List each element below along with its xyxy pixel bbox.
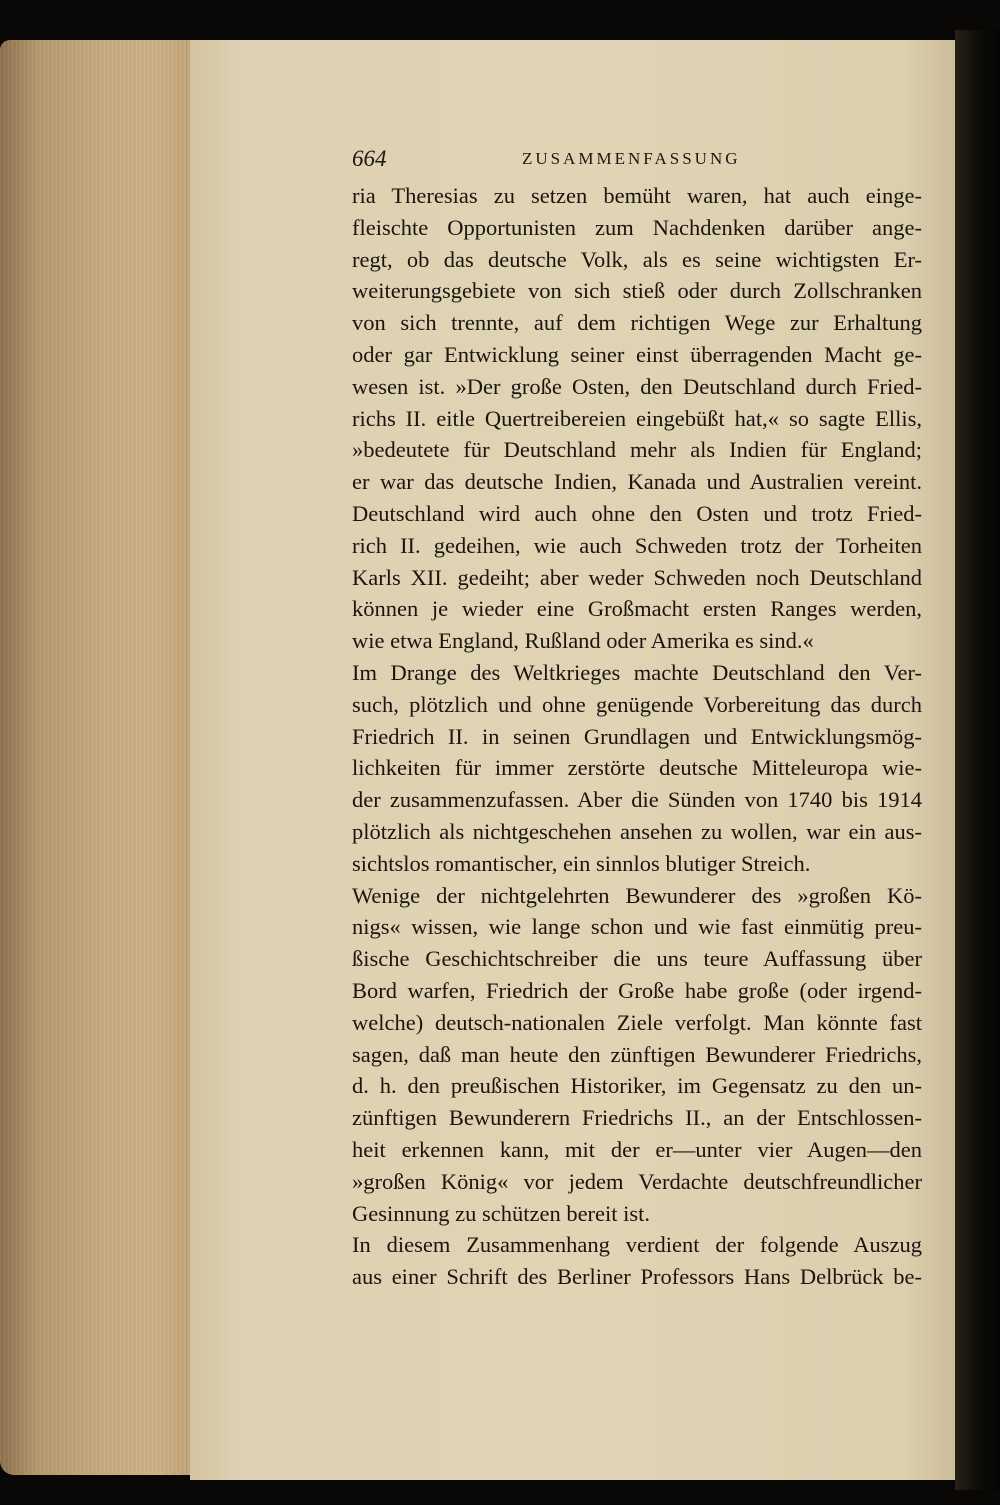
- text-line: Friedrich II. in seinen Grundlagen und Entwicklungsmög-: [352, 723, 922, 749]
- text-line: von sich trennte, auf dem richtigen Wege zur Erhaltung: [352, 310, 922, 336]
- page-number: 664: [352, 146, 387, 171]
- binding-shadow: [955, 30, 1000, 1490]
- text-line: Im Drange des Weltkrieges machte Deutschland den Ver-: [352, 659, 922, 685]
- text-line: sichtslos romantischer, ein sinnlos blutiger Streich.: [352, 850, 811, 876]
- page-header: [352, 146, 772, 174]
- running-head: ZUSAMMENFASSUNG: [522, 149, 741, 168]
- text-line: regt, ob das deutsche Volk, als es seine wichtigsten Er-: [352, 246, 922, 272]
- text-line: welche) deutsch-nationalen Ziele verfolgt. Man könnte fast: [352, 1009, 922, 1035]
- text-line: plötzlich als nichtgeschehen ansehen zu wollen, war ein aus-: [352, 818, 922, 844]
- text-line: ßische Geschichtschreiber die uns teure Auffassung über: [352, 946, 922, 972]
- text-line: Wenige der nichtgelehrten Bewunderer des »großen Kö-: [352, 882, 922, 908]
- text-line: rich II. gedeihen, wie auch Schweden trotz der Torheiten: [352, 532, 922, 558]
- text-line: Gesinnung zu schützen bereit ist.: [352, 1200, 651, 1226]
- text-line: der zusammenzufassen. Aber die Sünden von 1740 bis 1914: [352, 787, 922, 813]
- text-line: zünftigen Bewunderern Friedrichs II., an der Entschlossen-: [352, 1105, 922, 1131]
- text-line: »bedeutete für Deutschland mehr als Indien für England;: [352, 437, 922, 463]
- text-line: oder gar Entwicklung seiner einst überragenden Macht ge-: [352, 341, 922, 367]
- text-line: weiterungsgebiete von sich stieß oder durch Zollschranken: [352, 278, 922, 304]
- text-line: Karls XII. gedeiht; aber weder Schweden noch Deutschland: [352, 564, 922, 590]
- text-line: heit erkennen kann, mit der er—unter vier Augen—den: [352, 1136, 922, 1162]
- text-line: Bord warfen, Friedrich der Große habe große (oder irgend-: [352, 977, 922, 1003]
- text-line: wie etwa England, Rußland oder Amerika es sind.«: [352, 628, 814, 654]
- text-line: fleischte Opportunisten zum Nachdenken darüber ange-: [352, 214, 922, 240]
- text-line: lichkeiten für immer zerstörte deutsche Mitteleuropa wie-: [352, 755, 922, 781]
- text-line: »großen König« vor jedem Verdachte deutschfreundlicher: [352, 1168, 922, 1194]
- text-line: sagen, daß man heute den zünftigen Bewunderer Friedrichs,: [352, 1041, 922, 1067]
- text-line: können je wieder eine Großmacht ersten Ranges werden,: [352, 596, 922, 622]
- text-line: such, plötzlich und ohne genügende Vorbereitung das durch: [352, 691, 922, 717]
- page-edges: [0, 40, 195, 1475]
- text-line: richs II. eitle Quertreibereien eingebüßt hat,« so sagte Ellis,: [352, 405, 922, 431]
- text-line: er war das deutsche Indien, Kanada und Australien vereint.: [352, 469, 922, 495]
- text-line: In diesem Zusammenhang verdient der folgende Auszug: [352, 1232, 922, 1258]
- body-text: [352, 180, 922, 1293]
- text-line: ria Theresias zu setzen bemüht waren, hat auch einge-: [352, 183, 922, 208]
- text-line: d. h. den preußischen Historiker, im Gegensatz zu den un-: [352, 1073, 922, 1099]
- text-line: aus einer Schrift des Berliner Professors Hans Delbrück be-: [352, 1264, 922, 1290]
- text-line: wesen ist. »Der große Osten, den Deutschland durch Fried-: [352, 373, 922, 399]
- text-line: nigs« wissen, wie lange schon und wie fast einmütig preu-: [352, 914, 922, 940]
- text-line: Deutschland wird auch ohne den Osten und trotz Fried-: [352, 500, 922, 526]
